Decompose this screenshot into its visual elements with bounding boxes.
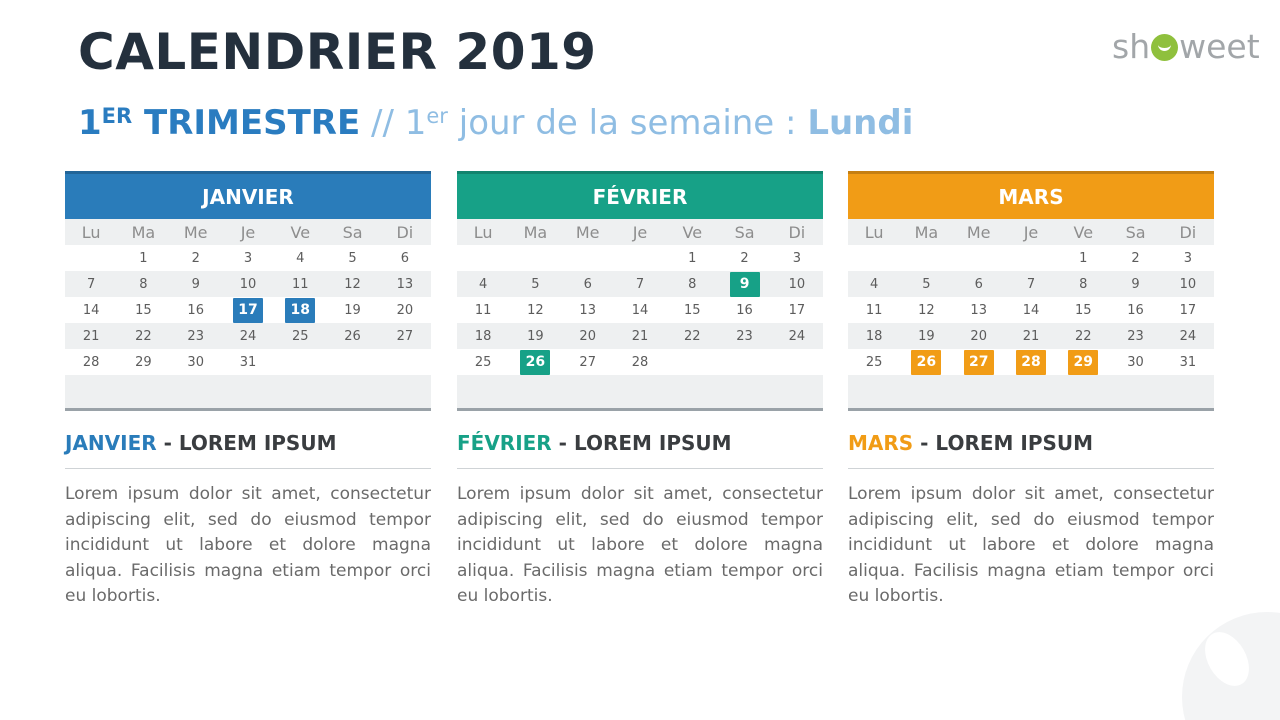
weekday-label: Me bbox=[562, 219, 614, 245]
week-row bbox=[65, 323, 431, 349]
subtitle-label: TRIMESTRE bbox=[144, 103, 361, 143]
day-cell: 23 bbox=[170, 323, 222, 349]
day-cell: 15 bbox=[1057, 297, 1109, 323]
day-cell: 3 bbox=[1162, 245, 1214, 271]
day-cell: 17 bbox=[771, 297, 823, 323]
showeet-logo bbox=[1112, 27, 1260, 67]
day-cell: 23 bbox=[718, 323, 770, 349]
day-cell: 25 bbox=[457, 349, 509, 375]
day-cell: 10 bbox=[1162, 271, 1214, 297]
weekday-label: Lu bbox=[65, 219, 117, 245]
subtitle-superscript-2: er bbox=[426, 104, 448, 128]
week-row bbox=[65, 271, 431, 297]
week-row bbox=[65, 297, 431, 323]
day-cell: 20 bbox=[379, 297, 431, 323]
day-cell: 4 bbox=[457, 271, 509, 297]
weekday-label: Je bbox=[1005, 219, 1057, 245]
day-cell: 22 bbox=[1057, 323, 1109, 349]
day-cell: 21 bbox=[1005, 323, 1057, 349]
day-cell: 3 bbox=[222, 245, 274, 271]
day-cell: 13 bbox=[562, 297, 614, 323]
day-cell: 20 bbox=[562, 323, 614, 349]
day-cell bbox=[274, 349, 326, 375]
day-cell: 29 bbox=[117, 349, 169, 375]
day-cell: 27 bbox=[562, 349, 614, 375]
day-cell: 12 bbox=[509, 297, 561, 323]
logo-text-end: weet bbox=[1179, 27, 1260, 66]
day-cell: 6 bbox=[562, 271, 614, 297]
day-cell-highlighted bbox=[1057, 349, 1109, 375]
day-cell: 30 bbox=[170, 349, 222, 375]
weekday-label: Ma bbox=[900, 219, 952, 245]
section-heading-rest: - LOREM IPSUM bbox=[156, 431, 337, 455]
subtitle-day: Lundi bbox=[807, 103, 914, 143]
section-month-name: MARS bbox=[848, 431, 914, 455]
decorative-watermark-icon bbox=[1182, 612, 1280, 720]
calendar-2 bbox=[457, 171, 823, 411]
day-cell: 14 bbox=[65, 297, 117, 323]
day-cell: 1 bbox=[666, 245, 718, 271]
day-cell: 18 bbox=[848, 323, 900, 349]
day-cell-highlighted bbox=[1005, 349, 1057, 375]
day-cell: 5 bbox=[900, 271, 952, 297]
subtitle-superscript: ER bbox=[101, 104, 133, 128]
day-cell: 12 bbox=[326, 271, 378, 297]
day-cell: 8 bbox=[117, 271, 169, 297]
month-header: JANVIER bbox=[65, 171, 431, 219]
week-row bbox=[848, 323, 1214, 349]
day-cell: 21 bbox=[614, 323, 666, 349]
day-cell: 13 bbox=[953, 297, 1005, 323]
day-cell: 9 bbox=[170, 271, 222, 297]
month-header: MARS bbox=[848, 171, 1214, 219]
day-cell: 8 bbox=[666, 271, 718, 297]
weekday-row bbox=[457, 219, 823, 245]
weekday-label: Sa bbox=[326, 219, 378, 245]
week-row bbox=[848, 297, 1214, 323]
day-cell bbox=[379, 349, 431, 375]
day-cell: 7 bbox=[614, 271, 666, 297]
day-cell: 31 bbox=[1162, 349, 1214, 375]
weekday-row bbox=[848, 219, 1214, 245]
highlighted-day: 27 bbox=[964, 350, 994, 375]
weekday-label: Di bbox=[771, 219, 823, 245]
section-divider bbox=[457, 468, 823, 469]
subtitle-number: 1 bbox=[78, 103, 102, 143]
day-cell: 23 bbox=[1109, 323, 1161, 349]
day-cell bbox=[1005, 245, 1057, 271]
day-cell bbox=[562, 245, 614, 271]
week-row bbox=[65, 349, 431, 375]
day-cell: 13 bbox=[379, 271, 431, 297]
day-cell: 14 bbox=[1005, 297, 1057, 323]
day-cell: 28 bbox=[65, 349, 117, 375]
week-row bbox=[848, 349, 1214, 375]
weekday-label: Ve bbox=[274, 219, 326, 245]
day-cell bbox=[848, 245, 900, 271]
day-cell: 1 bbox=[117, 245, 169, 271]
section-heading-rest: - LOREM IPSUM bbox=[913, 431, 1094, 455]
section-body-text: Lorem ipsum dolor sit amet, consectetur adipiscing elit, sed do eiusmod tempor incididunt ut labore et dolore magna aliqua. Facilisis magna etiam tempor orci eu lobortis. bbox=[848, 484, 1214, 606]
day-cell: 16 bbox=[1109, 297, 1161, 323]
day-cell: 1 bbox=[1057, 245, 1109, 271]
weekday-label: Lu bbox=[457, 219, 509, 245]
day-cell bbox=[666, 349, 718, 375]
weekday-label: Je bbox=[222, 219, 274, 245]
day-cell: 9 bbox=[1109, 271, 1161, 297]
month-header: FÉVRIER bbox=[457, 171, 823, 219]
weekday-label: Di bbox=[1162, 219, 1214, 245]
weekday-label: Me bbox=[953, 219, 1005, 245]
day-cell: 25 bbox=[274, 323, 326, 349]
day-cell: 8 bbox=[1057, 271, 1109, 297]
day-cell: 22 bbox=[117, 323, 169, 349]
week-row bbox=[65, 245, 431, 271]
weekday-label: Lu bbox=[848, 219, 900, 245]
highlighted-day: 26 bbox=[911, 350, 941, 375]
highlighted-day: 18 bbox=[285, 298, 315, 323]
section-title bbox=[848, 431, 1093, 455]
day-cell: 24 bbox=[771, 323, 823, 349]
day-cell: 22 bbox=[666, 323, 718, 349]
weekday-label: Me bbox=[170, 219, 222, 245]
section-body-text: Lorem ipsum dolor sit amet, consectetur adipiscing elit, sed do eiusmod tempor incididunt ut labore et dolore magna aliqua. Facilisis magna etiam tempor orci eu lobortis. bbox=[65, 484, 431, 606]
weekday-label: Sa bbox=[718, 219, 770, 245]
page-subtitle bbox=[78, 94, 913, 145]
day-cell: 16 bbox=[170, 297, 222, 323]
calendar-1 bbox=[65, 171, 431, 411]
highlighted-day: 9 bbox=[730, 272, 760, 297]
day-cell-highlighted bbox=[953, 349, 1005, 375]
day-cell: 7 bbox=[1005, 271, 1057, 297]
weekday-row bbox=[65, 219, 431, 245]
section-divider bbox=[848, 468, 1214, 469]
day-cell: 5 bbox=[509, 271, 561, 297]
section-month-name: JANVIER bbox=[65, 431, 157, 455]
day-cell: 28 bbox=[614, 349, 666, 375]
smile-icon bbox=[1151, 34, 1178, 61]
day-cell-highlighted bbox=[274, 297, 326, 323]
section-body-text: Lorem ipsum dolor sit amet, consectetur adipiscing elit, sed do eiusmod tempor incididunt ut labore et dolore magna aliqua. Facilisis magna etiam tempor orci eu lobortis. bbox=[457, 484, 823, 606]
day-cell: 19 bbox=[900, 323, 952, 349]
day-cell: 10 bbox=[771, 271, 823, 297]
highlighted-day: 29 bbox=[1068, 350, 1098, 375]
day-cell: 25 bbox=[848, 349, 900, 375]
day-cell: 27 bbox=[379, 323, 431, 349]
day-cell bbox=[718, 349, 770, 375]
day-cell: 4 bbox=[848, 271, 900, 297]
day-cell-highlighted bbox=[900, 349, 952, 375]
day-cell: 16 bbox=[718, 297, 770, 323]
logo-text-start: sh bbox=[1112, 27, 1151, 66]
calendar-3 bbox=[848, 171, 1214, 411]
day-cell: 6 bbox=[379, 245, 431, 271]
day-cell: 26 bbox=[326, 323, 378, 349]
day-cell: 24 bbox=[222, 323, 274, 349]
day-cell: 10 bbox=[222, 271, 274, 297]
highlighted-day: 17 bbox=[233, 298, 263, 323]
week-row bbox=[457, 245, 823, 271]
day-cell bbox=[65, 245, 117, 271]
day-cell: 11 bbox=[848, 297, 900, 323]
day-cell: 2 bbox=[718, 245, 770, 271]
day-cell: 19 bbox=[509, 323, 561, 349]
day-cell: 15 bbox=[666, 297, 718, 323]
day-cell: 6 bbox=[953, 271, 1005, 297]
day-cell: 14 bbox=[614, 297, 666, 323]
day-cell: 24 bbox=[1162, 323, 1214, 349]
day-cell bbox=[614, 245, 666, 271]
subtitle-separator: // 1 bbox=[371, 103, 427, 143]
weekday-label: Di bbox=[379, 219, 431, 245]
day-cell: 21 bbox=[65, 323, 117, 349]
day-cell-highlighted bbox=[718, 271, 770, 297]
day-cell: 3 bbox=[771, 245, 823, 271]
day-cell bbox=[457, 245, 509, 271]
day-cell: 2 bbox=[170, 245, 222, 271]
day-cell: 2 bbox=[1109, 245, 1161, 271]
weekday-label: Sa bbox=[1109, 219, 1161, 245]
weekday-label: Je bbox=[614, 219, 666, 245]
day-cell bbox=[953, 245, 1005, 271]
day-cell: 17 bbox=[1162, 297, 1214, 323]
day-cell bbox=[326, 349, 378, 375]
page-title: CALENDRIER 2019 bbox=[78, 23, 597, 81]
weekday-label: Ve bbox=[666, 219, 718, 245]
day-cell: 4 bbox=[274, 245, 326, 271]
day-cell: 20 bbox=[953, 323, 1005, 349]
week-row bbox=[457, 271, 823, 297]
day-cell: 30 bbox=[1109, 349, 1161, 375]
week-row bbox=[457, 323, 823, 349]
subtitle-text: jour de la semaine : bbox=[458, 103, 797, 143]
day-cell: 19 bbox=[326, 297, 378, 323]
day-cell bbox=[509, 245, 561, 271]
week-row bbox=[848, 245, 1214, 271]
day-cell-highlighted bbox=[222, 297, 274, 323]
day-cell: 12 bbox=[900, 297, 952, 323]
day-cell: 11 bbox=[274, 271, 326, 297]
day-cell: 18 bbox=[457, 323, 509, 349]
section-month-name: FÉVRIER bbox=[457, 431, 552, 455]
section-title bbox=[65, 431, 336, 455]
week-row bbox=[457, 349, 823, 375]
day-cell: 5 bbox=[326, 245, 378, 271]
weekday-label: Ma bbox=[509, 219, 561, 245]
day-cell bbox=[900, 245, 952, 271]
day-cell: 31 bbox=[222, 349, 274, 375]
section-divider bbox=[65, 468, 431, 469]
highlighted-day: 26 bbox=[520, 350, 550, 375]
weekday-label: Ve bbox=[1057, 219, 1109, 245]
week-row bbox=[457, 297, 823, 323]
highlighted-day: 28 bbox=[1016, 350, 1046, 375]
day-cell: 11 bbox=[457, 297, 509, 323]
section-title bbox=[457, 431, 732, 455]
day-cell: 7 bbox=[65, 271, 117, 297]
day-cell: 15 bbox=[117, 297, 169, 323]
day-cell-highlighted bbox=[509, 349, 561, 375]
section-heading-rest: - LOREM IPSUM bbox=[551, 431, 732, 455]
weekday-label: Ma bbox=[117, 219, 169, 245]
day-cell bbox=[771, 349, 823, 375]
week-row bbox=[848, 271, 1214, 297]
